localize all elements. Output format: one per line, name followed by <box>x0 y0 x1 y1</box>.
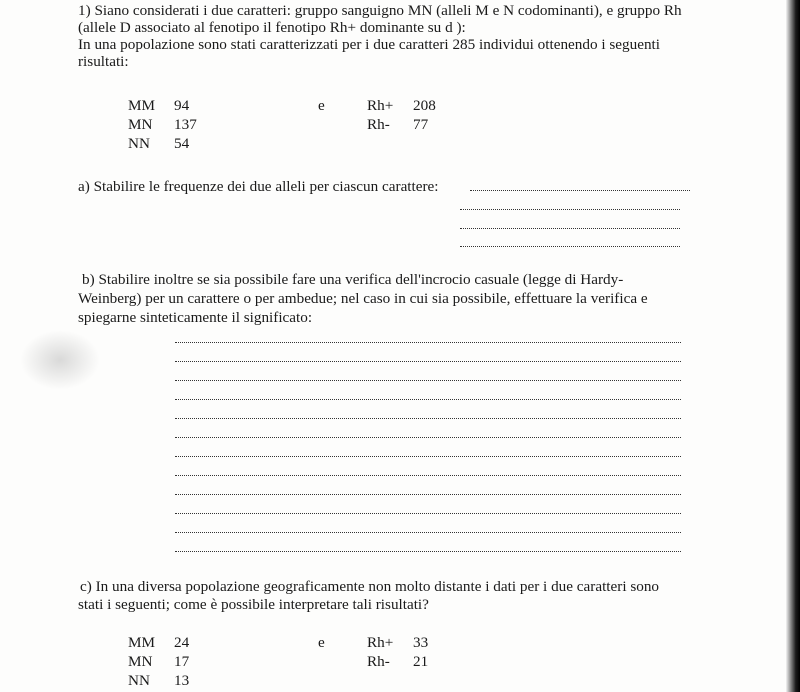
answer-line-b-10 <box>175 513 681 514</box>
genotype-nn-label-2: NN <box>128 672 150 689</box>
rh-positive-label: Rh+ <box>367 97 394 114</box>
answer-line-b-4 <box>175 399 681 400</box>
rh-positive-label-2: Rh+ <box>367 634 394 651</box>
genotype-mn-count-2: 17 <box>174 653 190 670</box>
genotype-mm-label-2: MM <box>128 634 156 651</box>
conjunction-2: e <box>318 634 325 651</box>
genotype-mn-label-2: MN <box>128 653 153 670</box>
part-b-line-1: b) Stabilire inoltre se sia possibile fare una verifica dell'incrocio casuale (legge di Hardy- <box>82 271 624 288</box>
answer-line-b-12 <box>175 551 681 552</box>
question-intro-line-1: 1) Siano considerati i due caratteri: gruppo sanguigno MN (alleli M e N codominanti), e gruppo Rh <box>78 2 682 19</box>
answer-line-b-3 <box>175 380 681 381</box>
scan-smudge <box>20 330 100 390</box>
answer-line-b-7 <box>175 456 681 457</box>
answer-line-b-11 <box>175 532 681 533</box>
genotype-mm-count: 94 <box>174 97 190 114</box>
genotype-nn-count: 54 <box>174 135 190 152</box>
question-intro-line-4: risultati: <box>78 53 129 70</box>
genotype-mm-count-2: 24 <box>174 634 190 651</box>
answer-line-a-3 <box>460 228 680 229</box>
rh-positive-count: 208 <box>413 97 436 114</box>
rh-negative-label: Rh- <box>367 116 390 133</box>
part-b-line-2: Weinberg) per un carattere o per ambedue; nel caso in cui sia possibile, effettuare la verifica e <box>78 290 648 307</box>
answer-line-a-1 <box>470 190 690 191</box>
rh-positive-count-2: 33 <box>413 634 429 651</box>
genotype-mn-count: 137 <box>174 116 197 133</box>
answer-line-b-8 <box>175 475 681 476</box>
part-c-line-1: c) In una diversa popolazione geograficamente non molto distante i dati per i due caratteri sono <box>80 578 660 595</box>
answer-line-b-2 <box>175 361 681 362</box>
genotype-nn-label: NN <box>128 135 150 152</box>
rh-negative-count: 77 <box>413 116 429 133</box>
answer-line-b-6 <box>175 437 681 438</box>
part-a-prompt: a) Stabilire le frequenze dei due alleli per ciascun carattere: <box>78 178 439 195</box>
genotype-nn-count-2: 13 <box>174 672 190 689</box>
scan-border <box>786 0 800 692</box>
question-intro-line-3: In una popolazione sono stati caratterizzati per i due caratteri 285 individui ottenendo i seguenti <box>78 36 660 53</box>
part-c-line-2: stati i seguenti; come è possibile interpretare tali risultati? <box>78 596 429 613</box>
genotype-mm-label: MM <box>128 97 156 114</box>
rh-negative-count-2: 21 <box>413 653 429 670</box>
answer-line-b-9 <box>175 494 681 495</box>
answer-line-a-4 <box>460 246 680 247</box>
question-intro-line-2: (allele D associato al fenotipo il fenotipo Rh+ dominante su d ): <box>78 19 466 36</box>
part-b-line-3: spiegarne sinteticamente il significato: <box>78 309 313 326</box>
answer-line-b-1 <box>175 342 681 343</box>
answer-line-b-5 <box>175 418 681 419</box>
conjunction: e <box>318 97 325 114</box>
answer-line-a-2 <box>460 209 680 210</box>
rh-negative-label-2: Rh- <box>367 653 390 670</box>
genotype-mn-label: MN <box>128 116 153 133</box>
